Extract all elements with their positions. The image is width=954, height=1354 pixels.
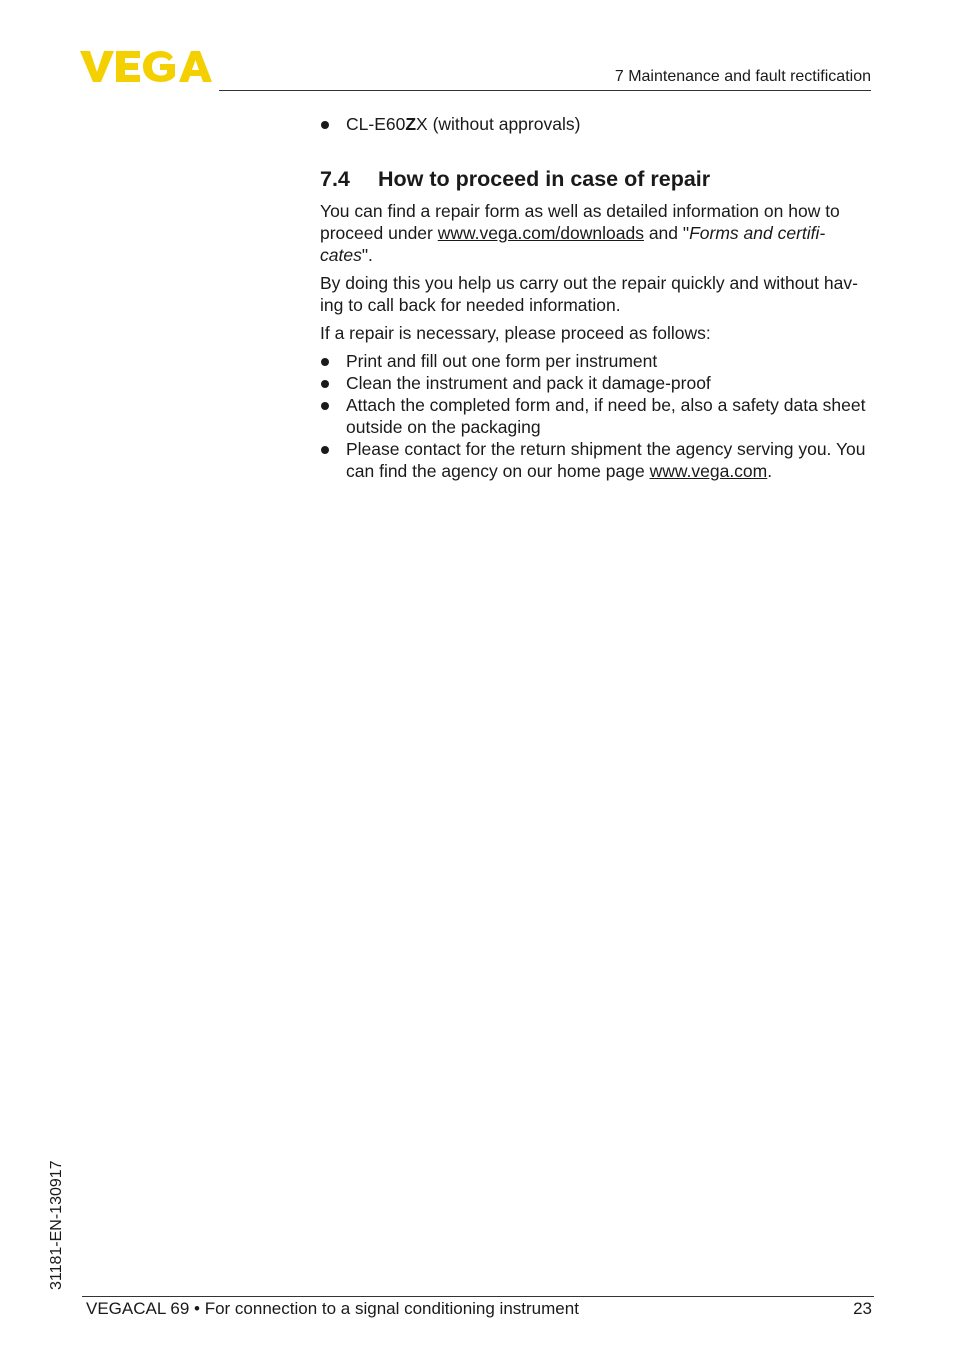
page-number: 23: [853, 1299, 872, 1318]
list-item: CL-E60ZX (without approvals): [320, 113, 876, 135]
repair-steps-list: [320, 350, 876, 482]
main-content: [320, 113, 876, 482]
paragraph-repair-form: You can find a repair form as well as detailed information on how to proceed under www.vega.com/downloads and "Forms and certifi-cates".: [320, 201, 840, 265]
header-section-title: 7 Maintenance and fault rectification: [614, 68, 871, 85]
document-code: 31181-EN-130917: [48, 1160, 65, 1290]
paragraph-procedure-intro: If a repair is necessary, please proceed as follows:: [320, 323, 711, 343]
downloads-link[interactable]: www.vega.com/downloads: [437, 223, 644, 243]
footer-divider: [82, 1296, 874, 1297]
paragraph-benefit: By doing this you help us carry out the repair quickly and without hav-ing to call back for needed information.: [320, 273, 858, 315]
approval-list: [320, 113, 876, 135]
list-item: Attach the completed form and, if need be, also a safety data sheet outside on the packaging: [320, 394, 876, 438]
homepage-link[interactable]: www.vega.com: [649, 461, 768, 481]
list-item: Print and fill out one form per instrument: [320, 350, 876, 372]
header-divider: [219, 90, 871, 91]
section-title: How to proceed in case of repair: [378, 167, 711, 191]
footer-title: VEGACAL 69 • For connection to a signal conditioning instrument: [86, 1299, 579, 1318]
list-item: Clean the instrument and pack it damage-proof: [320, 372, 876, 394]
list-item: Please contact for the return shipment the agency serving you. You can find the agency on our home page www.vega.com.: [320, 438, 876, 482]
section-number: 7.4: [320, 167, 350, 191]
section-heading: [320, 166, 876, 192]
vega-logo: [80, 48, 212, 84]
